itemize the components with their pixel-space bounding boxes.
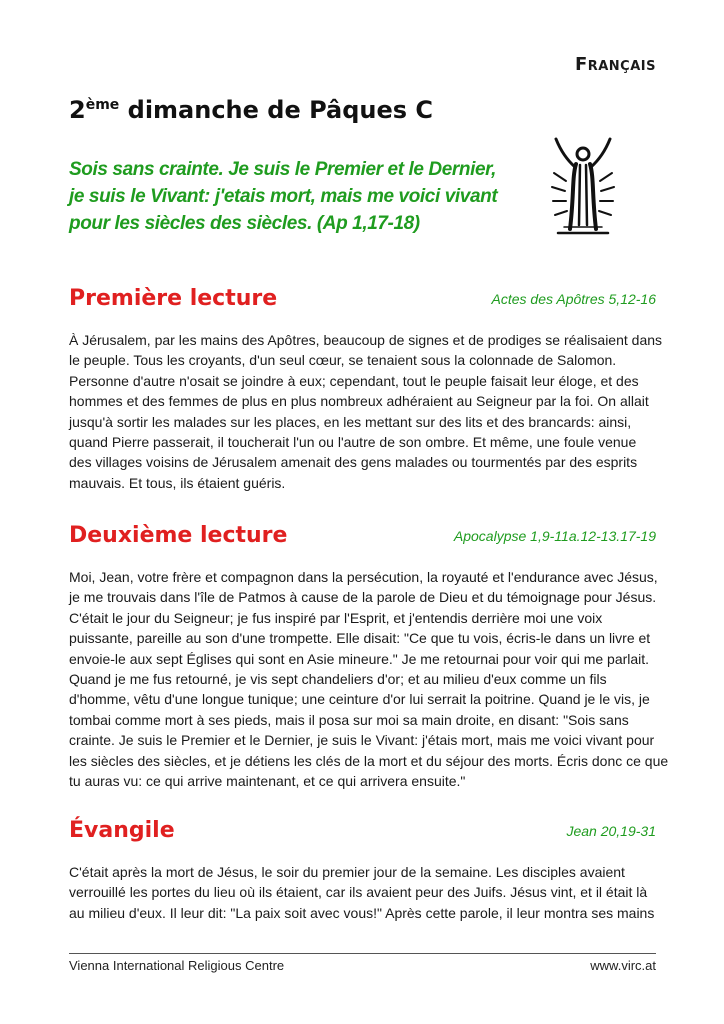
text-line: C'était le jour du Seigneur; je fus inspiré par l'Esprit, et j'entendis derrière moi une voix [69,609,603,626]
title-number: 2 [69,96,86,124]
section-header-deuxieme-lecture [69,523,656,553]
text-line: le peuple. Tous les croyants, d'un seul cœur, se tenaient sous la colonnade de Salomon. [69,352,617,369]
text-line: des villages voisins de Jérusalem amenait des gens malades ou tourmentés par des esprits [69,454,638,471]
text-line: À Jérusalem, par les mains des Apôtres, beaucoup de signes et de prodiges se réalisaient dans [69,332,663,348]
text-line: d'homme, vêtu d'une longue tunique; une ceinture d'or lui serrait la poitrine. Quand je le vis, je [69,691,650,708]
text-line: tombai comme mort à ses pieds, mais il posa sur moi sa main droite, en disant: "Sois sans [69,711,629,728]
page-title [69,96,433,124]
section-body-evangile [69,862,669,923]
risen-christ-icon [550,137,616,237]
text-line: jusqu'à sortir les malades sur les places, en les mettant sur des lits et des brancards: ainsi, [69,413,632,430]
text-line: Moi, Jean, votre frère et compagnon dans la persécution, la royauté et l'endurance avec Jésus, [69,569,658,585]
scripture-quote [69,156,529,237]
section-body-premiere-lecture [69,330,669,493]
section-header-evangile [69,818,656,848]
text-line: je me trouvais dans l'île de Patmos à cause de la parole de Dieu et du témoignage pour Jésus. [69,589,657,606]
quote-line: je suis le Vivant: j'etais mort, mais me voici vivant [69,186,498,207]
section-title: Première lecture [69,286,278,311]
text-line: Personne d'autre n'osait se joindre à eux; cependant, tout le peuple faisait leur éloge, et des [69,372,639,389]
text-line: quand Pierre passerait, il toucherait l'un ou l'autre de son ombre. Et même, une foule venue [69,434,637,451]
text-line: crainte. Je suis le Premier et le Dernier, je suis le Vivant: j'étais mort, mais me voici vivant pour [69,732,655,749]
text-line: Quand je me fus retourné, je vis sept chandeliers d'or; et au milieu d'eux comme un fils [69,671,607,688]
section-header-premiere-lecture [69,286,656,316]
footer-website-link[interactable]: www.virc.at [590,958,656,973]
section-title: Évangile [69,818,175,843]
section-reference: Actes des Apôtres 5,12-16 [491,291,656,307]
footer-divider [69,953,656,954]
text-line: hommes et des femmes de plus en plus nombreux adhéraient au Seigneur par la foi. On allait [69,393,649,410]
title-rest: dimanche de Pâques C [119,96,434,124]
section-title: Deuxième lecture [69,523,288,548]
text-line: envoie-le aux sept Églises qui sont en Asie mineure." Je me retournai pour voir qui me parlait. [69,650,650,667]
text-line: les siècles des siècles, et je détiens les clés de la mort et du séjour des morts. Écris donc ce que [69,752,669,769]
text-line: verrouillé les portes du lieu où ils étaient, car ils avaient peur des Juifs. Jésus vint, et il était là [69,884,648,901]
text-line: tu auras vu: ce qui arrive maintenant, et ce qui arrivera ensuite." [69,773,466,790]
text-line: mauvais. Et tous, ils étaient guéris. [69,474,286,491]
text-line: C'était après la mort de Jésus, le soir du premier jour de la semaine. Les disciples avaient [69,864,625,880]
section-body-deuxieme-lecture [69,567,669,791]
quote-line: pour les siècles des siècles. (Ap 1,17-18) [69,213,420,234]
title-superscript: ème [85,97,120,113]
language-label: Français [574,54,656,75]
quote-line: Sois sans crainte. Je suis le Premier et le Dernier, [69,159,496,180]
section-reference: Jean 20,19-31 [566,823,656,839]
section-reference: Apocalypse 1,9-11a.12-13.17-19 [453,528,656,544]
text-line: au milieu d'eux. Il leur dit: "La paix soit avec vous!" Après cette parole, il leur montra ses mains [69,904,655,921]
footer-organization: Vienna International Religious Centre [69,958,285,973]
text-line: puissante, pareille au son d'une trompette. Elle disait: "Ce que tu vois, écris-le dans un livre et [69,630,651,647]
